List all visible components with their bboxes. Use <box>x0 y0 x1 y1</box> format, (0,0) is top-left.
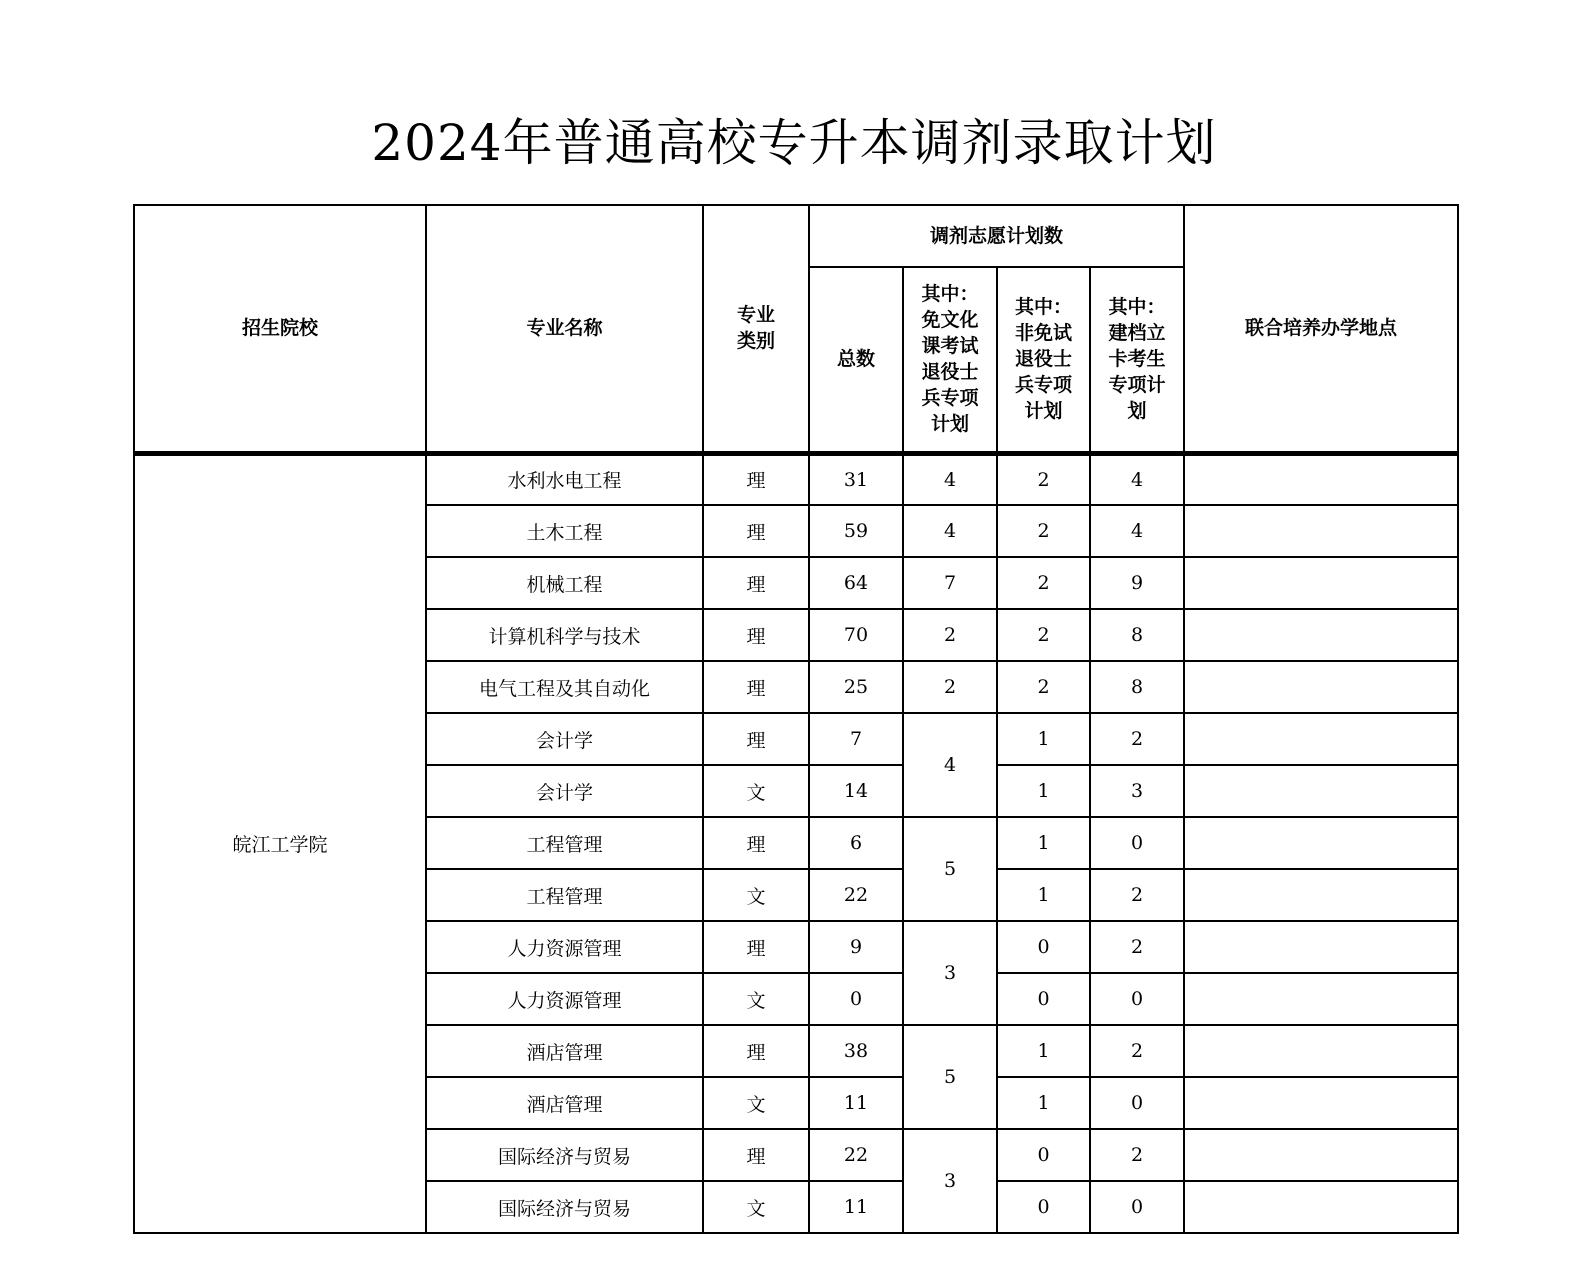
exempt-cell: 5 <box>903 1025 997 1129</box>
header-category <box>703 205 809 453</box>
category-cell: 理 <box>703 505 809 557</box>
header-exempt-veteran <box>903 267 997 453</box>
header-poverty <box>1090 267 1184 453</box>
exempt-cell: 4 <box>903 453 997 505</box>
major-cell: 工程管理 <box>426 817 703 869</box>
site-cell <box>1184 557 1458 609</box>
nonexempt-cell: 1 <box>997 765 1090 817</box>
poverty-cell: 4 <box>1090 453 1184 505</box>
poverty-cell: 8 <box>1090 661 1184 713</box>
major-cell: 人力资源管理 <box>426 921 703 973</box>
site-cell <box>1184 453 1458 505</box>
exempt-cell: 3 <box>903 1129 997 1233</box>
nonexempt-cell: 1 <box>997 817 1090 869</box>
nonexempt-cell: 2 <box>997 557 1090 609</box>
poverty-cell: 0 <box>1090 1181 1184 1233</box>
page-title: 2024年普通高校专升本调剂录取计划 <box>371 114 1217 172</box>
nonexempt-cell: 2 <box>997 609 1090 661</box>
site-cell <box>1184 713 1458 765</box>
header-school: 招生院校 <box>134 205 426 453</box>
total-cell: 14 <box>809 765 903 817</box>
exempt-cell: 2 <box>903 609 997 661</box>
nonexempt-cell: 1 <box>997 713 1090 765</box>
header-nonexempt-veteran <box>997 267 1090 453</box>
header-nonexempt-veteran-text: 其中：非免试退役士兵专项计划 <box>1014 296 1072 423</box>
category-cell: 文 <box>703 765 809 817</box>
poverty-cell: 2 <box>1090 869 1184 921</box>
poverty-cell: 4 <box>1090 505 1184 557</box>
site-cell <box>1184 817 1458 869</box>
poverty-cell: 0 <box>1090 1077 1184 1129</box>
nonexempt-cell: 2 <box>997 453 1090 505</box>
nonexempt-cell: 1 <box>997 869 1090 921</box>
category-cell: 理 <box>703 921 809 973</box>
major-cell: 土木工程 <box>426 505 703 557</box>
total-cell: 70 <box>809 609 903 661</box>
site-cell <box>1184 609 1458 661</box>
category-cell: 文 <box>703 1077 809 1129</box>
total-cell: 22 <box>809 869 903 921</box>
site-cell <box>1184 1181 1458 1233</box>
nonexempt-cell: 0 <box>997 1181 1090 1233</box>
major-cell: 机械工程 <box>426 557 703 609</box>
category-cell: 理 <box>703 453 809 505</box>
poverty-cell: 3 <box>1090 765 1184 817</box>
site-cell <box>1184 869 1458 921</box>
category-cell: 理 <box>703 661 809 713</box>
school-name-cell: 皖江工学院 <box>134 453 426 1233</box>
poverty-cell: 2 <box>1090 713 1184 765</box>
major-cell: 国际经济与贸易 <box>426 1129 703 1181</box>
category-cell: 理 <box>703 609 809 661</box>
site-cell <box>1184 661 1458 713</box>
category-cell: 文 <box>703 869 809 921</box>
admission-plan-table <box>133 204 1459 1234</box>
poverty-cell: 2 <box>1090 1129 1184 1181</box>
major-cell: 酒店管理 <box>426 1077 703 1129</box>
header-exempt-veteran-text: 其中：免文化课考试退役士兵专项计划 <box>921 283 979 436</box>
exempt-cell: 2 <box>903 661 997 713</box>
total-cell: 0 <box>809 973 903 1025</box>
poverty-cell: 0 <box>1090 973 1184 1025</box>
exempt-cell: 7 <box>903 557 997 609</box>
major-cell: 计算机科学与技术 <box>426 609 703 661</box>
header-joint-site: 联合培养办学地点 <box>1184 205 1458 453</box>
exempt-cell: 4 <box>903 713 997 817</box>
site-cell <box>1184 973 1458 1025</box>
nonexempt-cell: 2 <box>997 661 1090 713</box>
category-cell: 理 <box>703 557 809 609</box>
total-cell: 25 <box>809 661 903 713</box>
major-cell: 水利水电工程 <box>426 453 703 505</box>
category-cell: 理 <box>703 1025 809 1077</box>
total-cell: 11 <box>809 1077 903 1129</box>
nonexempt-cell: 1 <box>997 1077 1090 1129</box>
total-cell: 38 <box>809 1025 903 1077</box>
category-cell: 文 <box>703 1181 809 1233</box>
poverty-cell: 2 <box>1090 921 1184 973</box>
major-cell: 人力资源管理 <box>426 973 703 1025</box>
category-cell: 理 <box>703 1129 809 1181</box>
exempt-cell: 5 <box>903 817 997 921</box>
exempt-cell: 4 <box>903 505 997 557</box>
header-plan-group: 调剂志愿计划数 <box>809 205 1184 267</box>
poverty-cell: 9 <box>1090 557 1184 609</box>
poverty-cell: 2 <box>1090 1025 1184 1077</box>
exempt-cell: 3 <box>903 921 997 1025</box>
total-cell: 7 <box>809 713 903 765</box>
site-cell <box>1184 1077 1458 1129</box>
total-cell: 9 <box>809 921 903 973</box>
site-cell <box>1184 1025 1458 1077</box>
header-total: 总数 <box>809 267 903 453</box>
total-cell: 64 <box>809 557 903 609</box>
total-cell: 22 <box>809 1129 903 1181</box>
category-cell: 理 <box>703 817 809 869</box>
major-cell: 会计学 <box>426 713 703 765</box>
poverty-cell: 0 <box>1090 817 1184 869</box>
site-cell <box>1184 921 1458 973</box>
table-row <box>134 453 1458 505</box>
major-cell: 电气工程及其自动化 <box>426 661 703 713</box>
site-cell <box>1184 1129 1458 1181</box>
nonexempt-cell: 2 <box>997 505 1090 557</box>
total-cell: 11 <box>809 1181 903 1233</box>
header-major: 专业名称 <box>426 205 703 453</box>
header-poverty-text: 其中：建档立卡考生专项计划 <box>1108 296 1166 423</box>
major-cell: 国际经济与贸易 <box>426 1181 703 1233</box>
site-cell <box>1184 505 1458 557</box>
nonexempt-cell: 1 <box>997 1025 1090 1077</box>
major-cell: 工程管理 <box>426 869 703 921</box>
category-cell: 文 <box>703 973 809 1025</box>
major-cell: 酒店管理 <box>426 1025 703 1077</box>
nonexempt-cell: 0 <box>997 1129 1090 1181</box>
category-cell: 理 <box>703 713 809 765</box>
nonexempt-cell: 0 <box>997 973 1090 1025</box>
total-cell: 31 <box>809 453 903 505</box>
poverty-cell: 8 <box>1090 609 1184 661</box>
nonexempt-cell: 0 <box>997 921 1090 973</box>
header-category-text: 专业类别 <box>736 304 775 353</box>
total-cell: 6 <box>809 817 903 869</box>
major-cell: 会计学 <box>426 765 703 817</box>
site-cell <box>1184 765 1458 817</box>
total-cell: 59 <box>809 505 903 557</box>
